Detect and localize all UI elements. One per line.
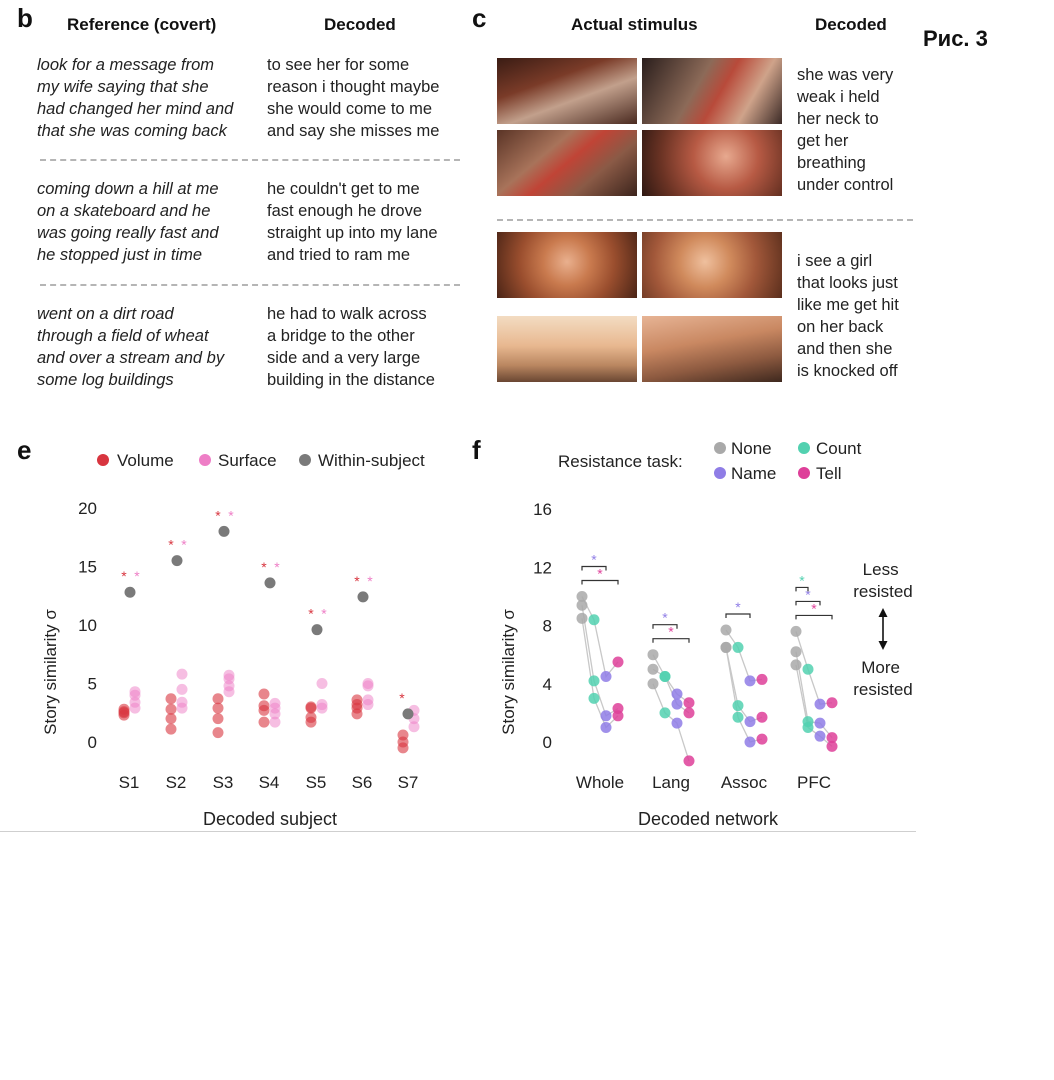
tell-point [684,697,695,708]
none-point [648,649,659,660]
y-tick-label: 20 [78,499,97,518]
surface-point [177,684,188,695]
tell-point [757,734,768,745]
legend-none-marker [714,442,726,454]
surface-point [177,669,188,680]
less-resisted-label: Less resisted [853,560,913,601]
x-tick-label: S5 [305,773,327,792]
legend-within-label: Within-subject [318,451,425,470]
count-point [660,707,671,718]
significance-star: * [274,558,280,575]
y-tick-label: 0 [542,733,552,752]
none-point [721,624,732,635]
subject-connector-line [726,647,762,742]
x-tick-label: Whole [575,773,625,792]
count-point [660,671,671,682]
name-point [672,688,683,699]
surface-point [363,678,374,689]
row-divider [40,284,460,286]
movie-frame-image [497,130,637,196]
none-point [791,646,802,657]
y-tick-label: 12 [533,558,552,578]
tell-point [757,712,768,723]
volume-point [306,712,317,723]
subject-connector-line [582,605,618,716]
count-point [733,712,744,723]
none-point [577,613,588,624]
x-tick-label: PFC [797,773,831,792]
row-divider [497,219,913,221]
name-point [672,699,683,710]
tell-point [613,656,624,667]
panel-b-decoded-text: to see her for some reason i thought maybe she would come to me and say she misses me [267,56,440,140]
row-divider [40,159,460,161]
name-point [745,737,756,748]
subject-similarity-chart [0,430,470,835]
y-axis-label: Story similarity σ [41,609,60,735]
panel-b-decoded-text: he had to walk across a bridge to the other side and a very large building in the distance [267,305,435,389]
name-point [601,722,612,733]
panel-f-letter: f [472,435,481,465]
significance-star: * [799,572,805,589]
volume-point [213,693,224,704]
panel-b-reference-text: look for a message from my wife saying that she had changed her mind and that she was coming back [37,56,234,140]
count-point [803,664,814,675]
more-resisted-label: More resisted [853,658,913,699]
significance-star: * [261,558,267,575]
name-point [745,675,756,686]
y-tick-label: 5 [87,674,97,694]
subject-connector-line [653,684,689,761]
surface-point [224,670,235,681]
legend-none-label: None [731,439,772,458]
x-tick-label: S7 [397,773,419,792]
significance-star: * [399,689,405,706]
tell-point [757,674,768,685]
significance-star: * [735,598,741,615]
legend-tell-label: Tell [816,464,842,483]
none-point [791,626,802,637]
name-point [601,710,612,721]
y-axis-label: Story similarity σ [499,609,518,735]
significance-star: * [662,609,668,626]
figure-label: Рис. 3 [923,26,988,51]
panel-b-reference-header: Reference (covert) [67,15,217,34]
double-arrow-icon [879,608,888,650]
volume-point [213,713,224,724]
volume-point [259,700,270,711]
significance-star: * [215,507,221,524]
tell-point [827,741,838,752]
x-tick-label: S4 [258,773,280,792]
legend-volume-label: Volume [117,451,174,470]
name-point [745,716,756,727]
volume-point [398,729,409,740]
none-point [577,600,588,611]
legend-count-marker [798,442,810,454]
within-subject-point [312,624,323,635]
significance-star: * [668,623,674,640]
significance-star: * [121,568,127,585]
within-subject-point [403,708,414,719]
x-tick-label: Assoc [720,773,768,792]
legend-tell-marker [798,467,810,479]
y-tick-label: 10 [78,616,97,635]
legend-volume-marker [97,454,109,466]
significance-star: * [597,565,603,582]
name-point [815,718,826,729]
panel-c-decoded-text: i see a girl that looks just like me get hit on her back and then she is knocked off [797,252,899,380]
none-point [791,659,802,670]
significance-star: * [134,568,140,585]
movie-frame-image [497,232,637,298]
panel-c-decoded-header: Decoded [815,15,887,34]
legend-name-label: Name [731,464,777,483]
volume-point [166,693,177,704]
significance-star: * [811,600,817,617]
y-tick-label: 15 [78,557,97,577]
x-tick-label: S3 [212,773,234,792]
surface-point [363,694,374,705]
significance-star: * [308,605,314,622]
panel-c-stimulus-header: Actual stimulus [571,15,698,34]
volume-point [119,704,130,715]
significance-star: * [228,507,234,524]
panel-b-decoded-text: he couldn't get to me fast enough he drove straight up into my lane and tried to ram me [267,180,438,264]
panel-b-reference-text: went on a dirt road through a field of wheat and over a stream and by some log buildings [37,305,225,389]
legend-title: Resistance task: [558,452,683,471]
movie-frame-image [642,316,782,382]
name-point [815,731,826,742]
panel-b-decoded-header: Decoded [324,15,396,34]
surface-point [270,698,281,709]
volume-point [259,717,270,728]
volume-point [352,694,363,705]
panel-e-letter: e [17,435,32,465]
tell-point [684,755,695,766]
name-point [672,718,683,729]
volume-point [213,727,224,738]
subject-connector-line [653,669,689,713]
tell-point [613,710,624,721]
significance-star: * [805,586,811,603]
within-subject-point [172,555,183,566]
significance-star: * [591,551,597,568]
panel-c-decoded-text: she was very weak i held her neck to get her breathing under control [797,66,894,194]
name-point [815,699,826,710]
legend-surface-marker [199,454,211,466]
panel-b-letter: b [17,3,33,33]
volume-point [259,689,270,700]
within-subject-point [265,577,276,588]
surface-point [177,697,188,708]
y-tick-label: 8 [542,616,552,636]
legend-name-marker [714,467,726,479]
within-subject-point [219,526,230,537]
legend-count-label: Count [816,439,862,458]
legend-surface-label: Surface [218,451,277,470]
legend-within-marker [299,454,311,466]
none-point [648,664,659,675]
significance-star: * [168,536,174,553]
significance-star: * [354,572,360,589]
x-axis-label: Decoded network [637,809,779,829]
figure-bottom-border [0,831,916,832]
y-tick-label: 0 [87,733,97,752]
surface-point [317,699,328,710]
x-tick-label: S6 [351,773,373,792]
movie-frame-image [642,130,782,196]
surface-point [130,686,141,697]
panel-c-letter: c [472,3,487,33]
count-point [733,642,744,653]
x-tick-label: Lang [652,773,690,792]
within-subject-point [358,591,369,602]
none-point [721,642,732,653]
subject-connector-line [796,665,832,746]
y-tick-label: 4 [542,674,552,694]
movie-frame-image [642,58,782,124]
movie-frame-image [497,58,637,124]
y-tick-label: 16 [533,500,552,520]
significance-star: * [367,572,373,589]
count-point [803,722,814,733]
volume-point [306,701,317,712]
volume-point [166,724,177,735]
network-similarity-chart [470,430,940,835]
tell-point [684,707,695,718]
count-point [733,700,744,711]
count-point [589,614,600,625]
movie-frame-image [642,232,782,298]
x-tick-label: S1 [118,773,140,792]
within-subject-point [125,587,136,598]
surface-point [317,678,328,689]
significance-star: * [321,605,327,622]
x-axis-label: Decoded subject [202,809,338,829]
significance-star: * [181,536,187,553]
movie-frame-image [497,316,637,382]
volume-point [166,713,177,724]
count-point [589,693,600,704]
panel-b-reference-text: coming down a hill at me on a skateboard and he was going really fast and he stopped just in time [37,180,219,264]
x-tick-label: S2 [165,773,187,792]
none-point [648,678,659,689]
tell-point [827,697,838,708]
volume-point [213,703,224,714]
name-point [601,671,612,682]
subject-connector-line [726,647,762,721]
count-point [589,675,600,686]
volume-point [166,704,177,715]
